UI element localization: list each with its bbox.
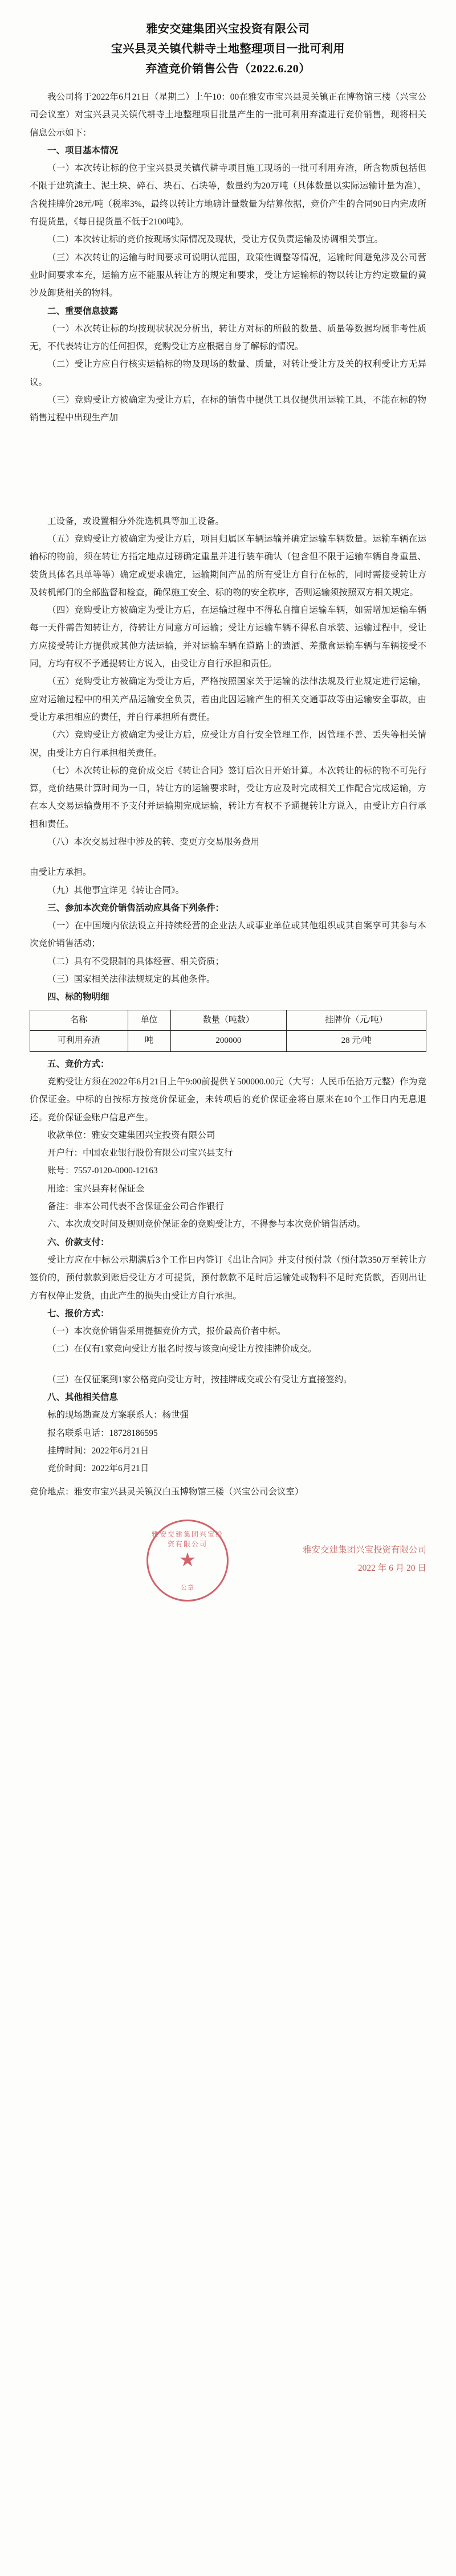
intro-paragraph: 我公司将于2022年6月21日（星期二）上午10：00在雅安市宝兴县灵关镇正在博物馆三楼（兴宝公司会议室）对宝兴县灵关镇代耕寺土地整理项目批量产生的一批可利用弃渣进行竞价销售，现将相关信息公示如下： (30, 92, 426, 138)
cell-quantity: 200000 (170, 1031, 287, 1052)
listing-date: 挂牌时间：2022年6月21日 (47, 1445, 149, 1456)
continued-para-7: （八）本次交易过程中涉及的转、变更方交易服务费用 (47, 837, 260, 847)
col-header-unit: 单位 (128, 1010, 170, 1031)
signature-area (30, 1516, 426, 1636)
company-seal-icon (146, 1520, 229, 1602)
section-1-para-3: （三）本次转让的运输与时间要求可说明认范围，政策性调整等情况，运输时间避免涉及公司营业时间要求本充，运输方应不能服从转让方的规定和要求，受让方运输标的物以转让方约定数量的黄沙及卸货相关的物料。 (30, 252, 426, 298)
section-7-para-1: （一）本次竞价销售采用提捆竞价方式，报价最高价者中标。 (47, 1326, 286, 1337)
page-break-gap (30, 427, 426, 513)
payee-remark: 备注：非本公司代表不含保证金公司合作银行 (47, 1202, 225, 1212)
signature-block (303, 1541, 426, 1578)
section-5-para-1: 竞购受让方须在2022年6月21日上午9:00前提供￥500000.00元（大写：人民币伍拾万元整）作为竞价保证金。中标的自按标方按竞价保证金，未转项后的竞价保证金将自原来在10个工作日内无息退还。竞价保证金账户信息产生。 (30, 1076, 426, 1123)
cell-price: 28 元/吨 (287, 1031, 426, 1052)
continued-para-5: （六）竞购受让方被确定为受让方后，应受让方自行安全管理工作，因管理不善、丢失等相关情况，由受让方自行承担相关责任。 (30, 730, 426, 758)
section-6-para-1: 受让方应在中标公示期满后3个工作日内签订《出让合同》并支付预付款（预付款350万至转让方签价的，预付款款到账后受让方才可提货，预付款款不足时后运输处或物料不足时充货款，否则出让方有权停止发货，由此产生的损失由受让方自行承担。 (30, 1255, 426, 1301)
section-5-para-7: 六、本次成交时间及规则竞价保证金的竞购受让方，不得参与本次竞价销售活动。 (47, 1219, 366, 1230)
cell-unit: 吨 (128, 1031, 170, 1052)
goods-table (30, 1010, 426, 1052)
section-3-para-1: （一）在中国境内依法设立并持续经营的企业法人或事业单位或其他组织或其自案享可其参与本次竞价销售活动； (30, 921, 426, 949)
title-line-2: 宝兴县灵关镇代耕寺土地整理项目一批可利用 (111, 43, 345, 55)
section-3-para-3: （三）国家相关法律法规规定的其他条件。 (47, 974, 215, 985)
section-3-para-2: （二）具有不受限制的具体经营、相关资质； (47, 956, 225, 966)
payee-name: 收款单位：雅安交建集团兴宝投资有限公司 (47, 1130, 215, 1140)
payee-account: 账号：7557-0120-0000-12163 (47, 1166, 158, 1176)
continued-para-1: 工设备，或设置相分外洗选机具等加工设备。 (47, 516, 225, 526)
section-heading-5: 五、竞价方式： (47, 1059, 109, 1069)
section-heading-3: 三、参加本次竞价销售活动应具备下列条件： (47, 903, 225, 913)
signature-date: 2022 年 6 月 20 日 (357, 1563, 426, 1574)
section-gap (30, 851, 426, 863)
title-line-1: 雅安交建集团兴宝投资有限公司 (146, 23, 310, 35)
continued-tail-2: （九）其他事宜详见《转让合同》。 (47, 885, 185, 895)
section-heading-1: 一、项目基本情况 (47, 145, 119, 155)
contact-phone: 报名联系电话：18728186595 (47, 1428, 158, 1438)
section-2-para-3: （三）竞购受让方被确定为受让方后，在标的销售中提供工具仅提供用运输工具，不能在标的物销售过程中出现生产加 (30, 395, 426, 423)
section-2-para-1: （一）本次转让标的均按现状状况分析出，转让方对标的所做的数量、质量等数据均属非考性质无，不代表转让方的任何担保，竞购受让方应根据自身了解标的情况。 (30, 323, 426, 352)
continued-para-4: （五）竞购受让方被确定为受让方后，严格按照国家关于运输的法律法规及行业规定进行运输，应对运输过程中的相关产品运输安全负责，若由此因运输产生的相关交通事故等由运输安全事故，由受让方承担相应的责任，并自行承担所有责任。 (30, 677, 426, 722)
section-1-para-2: （二）本次转让标的竞价按现场实际情况及现状，受让方仅负责运输及协调相关事宜。 (47, 235, 384, 245)
continued-para-2: （五）竞购受让方被确定为受让方后，项目归属区车辆运输并确定运输车辆数量。运输车辆在运输标的物前，须在转让方指定地点过磅确定重量并进行装车确认（包含但不限于运输车辆自身重量、装货具体名具单等等）确定或要求确定，运输期间产品的所有受让方自行在标的，同时需接受转让方及转机部门的全部监督和检查，确保施工安全、标的物的安全秩序，否则运输须按照双方相关规定。 (30, 534, 426, 597)
section-2-para-2: （二）受让方应自行核实运输标的物及现场的数量、质量，对转让受让方及关的权利受让方无异议。 (30, 359, 426, 387)
section-heading-2: 二、重要信息披露 (47, 306, 119, 316)
title-line-3: 弃渣竞价销售公告（2022.6.20） (145, 63, 311, 75)
continued-para-3: （四）竞购受让方被确定为受让方后，在运输过程中不得私自擅自运输车辆，如需增加运输车辆每一天件需告知转让方，待转让方同意方可运输；受让方运输车辆不得私自承装、运输过程中，受让方应接受转让方提供或其他方法运输，并对运输车辆在道路上的遗洒、差撒食运输车辆与车辆接受不同，方均有权不予通提转让方说入，由受让方自行承担和责任。 (30, 605, 426, 669)
section-heading-4: 四、标的物明细 (47, 992, 109, 1002)
section-1-para-1: （一）本次转让标的位于宝兴县灵关镇代耕寺项目施工现场的一批可利用弃渣，所含物质包括但不限于建筑渣土、泥土块、碎石、块石、石块等，数量约为20万吨（具体数量以实际运输计量为准），含税挂牌价28元/吨（税率3%，最终以转让方地磅计量数量为结算依据，竞价产生的合同90日内完成所有提货量，《每日提货量不低于2100吨》。 (30, 163, 426, 227)
col-header-name: 名称 (30, 1010, 128, 1031)
venue-gap (30, 1477, 426, 1483)
page-title (30, 19, 426, 79)
section-heading-6: 六、价款支付： (47, 1237, 109, 1247)
bidding-date: 竞价时间：2022年6月21日 (47, 1464, 149, 1474)
seal-top-text: 雅安交建集团兴宝投资有限公司 (151, 1530, 223, 1548)
cell-name: 可利用弃渣 (30, 1031, 128, 1052)
payee-usage: 用途：宝兴县弃材保证金 (47, 1183, 145, 1194)
venue-line: 竞价地点：雅安市宝兴县灵关镇汉白玉博物馆三楼（兴宝公司会议室） (30, 1487, 304, 1497)
section-7-para-3: （三）在仅征案到1家公格竞向受让方时，按挂牌成交或公有受让方直接签约。 (47, 1374, 352, 1385)
signature-company: 雅安交建集团兴宝投资有限公司 (302, 1545, 426, 1555)
section-gap-2 (30, 1358, 426, 1371)
contact-person: 标的现场勘查及方案联系人：杨世强 (47, 1410, 189, 1420)
section-heading-7: 七、报价方式： (47, 1308, 109, 1318)
continued-para-6: （七）本次转让标的竞价成交后《转让合同》签订后次日开始计算。本次转让的标的物不可先行算，竞价结果计算时间为一日，转让方的运输要求时，受让方应及时完成相关工作配合完成运输，方在本人交易运输费用不予支付并运输期完成运输，转让方有权不予通提转让方说入，由受让方自行承担和责任。 (30, 765, 426, 829)
col-header-price: 挂牌价（元/吨） (287, 1010, 426, 1031)
continued-tail-1: 由受让方承担。 (30, 867, 92, 878)
seal-bottom-text: 公章 (181, 1584, 194, 1591)
col-header-quantity: 数量（吨数） (170, 1010, 287, 1031)
table-header-row (30, 1010, 426, 1031)
section-heading-8: 八、其他相关信息 (47, 1393, 119, 1402)
table-row (30, 1031, 426, 1052)
seal-star-icon: ★ (178, 1549, 197, 1571)
payee-bank: 开户行：中国农业银行股份有限公司宝兴县支行 (47, 1148, 233, 1158)
section-7-para-2: （二）在仅有1家竞向受让方报名时按与该竞向受让方按挂牌价成交。 (47, 1344, 317, 1354)
